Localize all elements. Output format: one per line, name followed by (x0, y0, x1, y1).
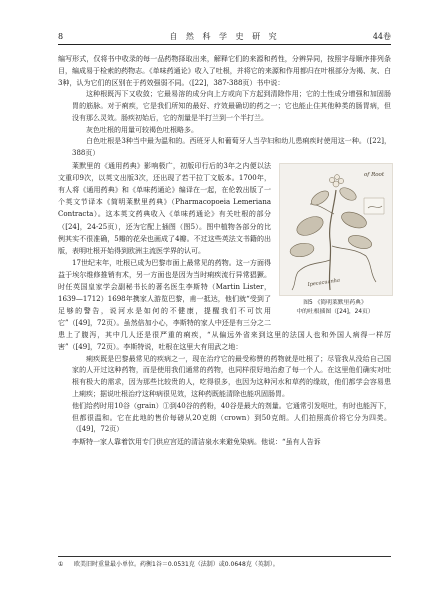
journal-title: 自 然 科 学 史 研 究 (169, 32, 280, 41)
page-number: 8 (58, 32, 64, 41)
paragraph-paris-dysentery: 17世纪末年，吐根已成为巴黎市面上最常见的药物。这一方面得益于埃尔维修推销有术，另一方面也是因为当时痢疾流行异常猖獗。时任英国皇家学会副秘书长的著名医生李斯特（Martin Lister，1639—1712）1698年携家人游览巴黎，甫一抵达，他们就“受到了足够的警告，说河水是如何的不健康，提醒我们不可饮用它”（[49]，72页）。虽然倍加小心，李斯特的家人中还是有三分之二患上了腹泻，其中几人还是很严重的痢疾，“从偏远外省来到这里的法国人也和外国人病得一样厉害”（[49]，72页）。李斯特说，吐根在这里大有用武之地： (58, 258, 391, 352)
running-header (58, 30, 391, 45)
footnote-text: 欧美旧时重量最小单位。药衡1谷＝0.0531克（法制）或0.0648克（英制）。 (74, 561, 279, 568)
quote-grey-ipecac: 灰色吐根的用量可较褐色吐根略多。 (86, 125, 198, 134)
article-body (58, 53, 391, 448)
caption-line-2: 中的吐根插图（[24]，24页） (296, 308, 374, 315)
block-quote-lemery (58, 89, 391, 160)
volume-label: 44卷 (372, 32, 391, 41)
caption-line-1: 图5 《简明莱默里药典》 (303, 300, 367, 307)
quote-lister-1: 痢疾既是巴黎最常见的疾病之一，现在治疗它的最受称赞的药物就是吐根了；尽管我从没给自己国家的人开过这种药物，而是使用我们通常的药物，也同样很好地治愈了每一个人。在这里他们确实对吐根有极大的需求，因为那些比较贵的人，吃得很多，也因为这种河水和草药的缘故，他们都学会容易患上痢疾；据说吐根治疗这种病很见效，这种药既能清除也能巩固肠胃。 (72, 354, 391, 398)
figure-caption (279, 299, 391, 316)
footnote (58, 556, 391, 569)
paragraph-spring-water: 李斯特一家人靠着饮用专门供应宫廷的清洁泉水来避免染病。他说：“虽有人告诉 (72, 438, 321, 447)
paragraph-pharmacopoeia: 莱默里的《通用药典》影响极广，初版印行后的3年之内便以法文重印9次，以英文出版3次，还出现了若干拉丁文版本。1700年，有人将《通用药典》和《单味药通论》编译在一起，在伦敦出版了一个英文节译本《简明莱默里药典》（Pharmacopoeia Lemeriana Contracta）。这本英文药典收入《单味药通论》有关吐根的部分（[24]，24-25页），还为它配上插图（图5）。图中植物各部分的比例其实不很准确，5瓣的花朵也画成了4瓣。不过这些英法文书籍的出版，表明吐根开始得到欧洲主流医学界的认可。 (58, 162, 271, 255)
figure-5 (279, 163, 391, 316)
quote-white-ipecac: 白色吐根是3种当中最为温和的。西班牙人和葡萄牙人当孕妇和幼儿患痢疾时使用这一种。（[22]，388页） (72, 137, 391, 158)
footnote-mark: ① (58, 561, 64, 568)
paragraph-intro: 编写形式，仅将书中收录的每一品药物择取出来，解释它们的来源和药性，分辨异同，按照字母顺序排列条目，编成易于检索的药物志。《单味药通论》收入了吐根，并将它的来源和作用都归在叶根部分为褐、灰、白3种，认为它们的区别在于药效强弱不同。（[22]，387-388页）书中说： (58, 55, 391, 88)
quote-brown-ipecac: 这种根既泻下又收敛；它最易溶的成分向上方或向下方起到清除作用；它的土性成分增强和加固肠胃的筋脉。对于痢疾，它是我们所知的最好、疗效最确切的药之一；它也能止住其他种类的肠胃病，但没有那么灵效。肠疾初始后，它的剂量是半打兰到一个半打兰。 (72, 90, 391, 122)
inset-label: of Root (364, 172, 385, 179)
quote-lister-2: 他们给药时用10谷（grain）①到40谷的药粉，40谷是最大的剂量。它通常引发呕吐，有时也能泻下，但都很温和。它在此地的售价每磅从20克朗（crown）到50克朗。人们拍照高价将它分为四类。（[49]，72页） (72, 401, 391, 434)
block-quote-lister (58, 354, 391, 437)
botanical-drawing-icon (280, 164, 392, 295)
plant-label: Ipecacuanha (307, 277, 341, 289)
ipecac-illustration (279, 163, 393, 296)
